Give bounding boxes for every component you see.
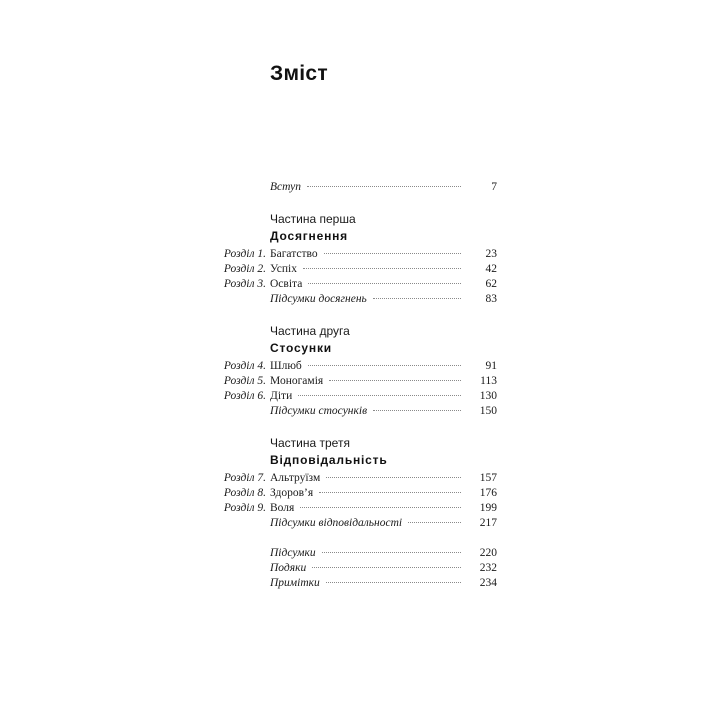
toc-page-number: 130 — [479, 390, 497, 402]
toc-entry-label: Підсумки стосунків — [270, 405, 368, 417]
dot-leader — [308, 364, 461, 366]
chapter-prefix: Розділ 1. — [223, 248, 266, 260]
dot-leader — [326, 581, 461, 583]
dot-leader — [303, 267, 461, 269]
toc-entry-summary[interactable] — [0, 516, 720, 531]
toc-entry-label: Підсумки — [270, 547, 316, 559]
dot-leader — [373, 409, 461, 411]
toc-entry-endmatter[interactable] — [0, 576, 720, 591]
toc-entry-intro[interactable] — [0, 180, 720, 195]
part-label: Частина перша — [270, 212, 356, 226]
toc-entry-endmatter[interactable] — [0, 546, 720, 561]
chapter-prefix: Розділ 9. — [223, 502, 266, 514]
chapter-prefix: Розділ 7. — [223, 472, 266, 484]
toc-page-number: 234 — [479, 577, 497, 589]
toc-entry-label: Здоров’я — [270, 487, 314, 499]
toc-page-number: 83 — [485, 293, 497, 305]
toc-entry-chapter[interactable] — [0, 486, 720, 501]
part-label: Частина третя — [270, 436, 350, 450]
toc-entry-label: Шлюб — [270, 360, 302, 372]
page-title: Зміст — [270, 62, 328, 85]
toc-page-number: 199 — [479, 502, 497, 514]
toc-entry-label: Діти — [270, 390, 293, 402]
chapter-prefix: Розділ 8. — [223, 487, 266, 499]
part-name: Досягнення — [270, 229, 348, 243]
toc-entry-label: Вступ — [270, 181, 302, 193]
toc-entry-chapter[interactable] — [0, 359, 720, 374]
toc-entry-label: Моногамія — [270, 375, 324, 387]
toc-entry-chapter[interactable] — [0, 471, 720, 486]
toc-entry-label: Підсумки досягнень — [270, 293, 367, 305]
toc-page-number: 62 — [485, 278, 497, 290]
toc-entry-label: Освіта — [270, 278, 303, 290]
chapter-prefix: Розділ 2. — [223, 263, 266, 275]
toc-entry-label: Альтруїзм — [270, 472, 321, 484]
chapter-prefix: Розділ 5. — [223, 375, 266, 387]
dot-leader — [307, 185, 461, 187]
toc-page-number: 113 — [480, 375, 497, 387]
dot-leader — [408, 521, 461, 523]
toc-page-number: 42 — [485, 263, 497, 275]
toc-entry-label: Багатство — [270, 248, 318, 260]
toc-entry-label: Підсумки відповідальності — [270, 517, 403, 529]
chapter-prefix: Розділ 4. — [223, 360, 266, 372]
chapter-prefix: Розділ 3. — [223, 278, 266, 290]
toc-page-number: 157 — [479, 472, 497, 484]
dot-leader — [319, 491, 461, 493]
toc-entry-label: Подяки — [270, 562, 307, 574]
dot-leader — [326, 476, 461, 478]
toc-entry-chapter[interactable] — [0, 501, 720, 516]
toc-page-number: 176 — [479, 487, 497, 499]
dot-leader — [298, 394, 461, 396]
part-label: Частина друга — [270, 324, 350, 338]
toc-entry-chapter[interactable] — [0, 277, 720, 292]
toc-entry-chapter[interactable] — [0, 374, 720, 389]
toc-page-number: 150 — [479, 405, 497, 417]
toc-page-number: 91 — [485, 360, 497, 372]
toc-entry-chapter[interactable] — [0, 389, 720, 404]
toc-page-number: 7 — [491, 181, 497, 193]
toc-entry-chapter[interactable] — [0, 262, 720, 277]
toc-page-number: 23 — [485, 248, 497, 260]
toc-entry-label: Успіх — [270, 263, 297, 275]
toc-entry-summary[interactable] — [0, 292, 720, 307]
toc-page-number: 220 — [479, 547, 497, 559]
dot-leader — [308, 282, 461, 284]
toc-page-number: 217 — [479, 517, 497, 529]
dot-leader — [329, 379, 461, 381]
toc-page-number: 232 — [479, 562, 497, 574]
toc-entry-summary[interactable] — [0, 404, 720, 419]
dot-leader — [324, 252, 461, 254]
part-name: Відповідальність — [270, 453, 388, 467]
chapter-prefix: Розділ 6. — [223, 390, 266, 402]
dot-leader — [322, 551, 461, 553]
part-name: Стосунки — [270, 341, 332, 355]
dot-leader — [312, 566, 461, 568]
toc-entry-endmatter[interactable] — [0, 561, 720, 576]
toc-entry-label: Воля — [270, 502, 295, 514]
toc-entry-chapter[interactable] — [0, 247, 720, 262]
dot-leader — [373, 297, 461, 299]
toc-entry-label: Примітки — [270, 577, 320, 589]
dot-leader — [300, 506, 461, 508]
